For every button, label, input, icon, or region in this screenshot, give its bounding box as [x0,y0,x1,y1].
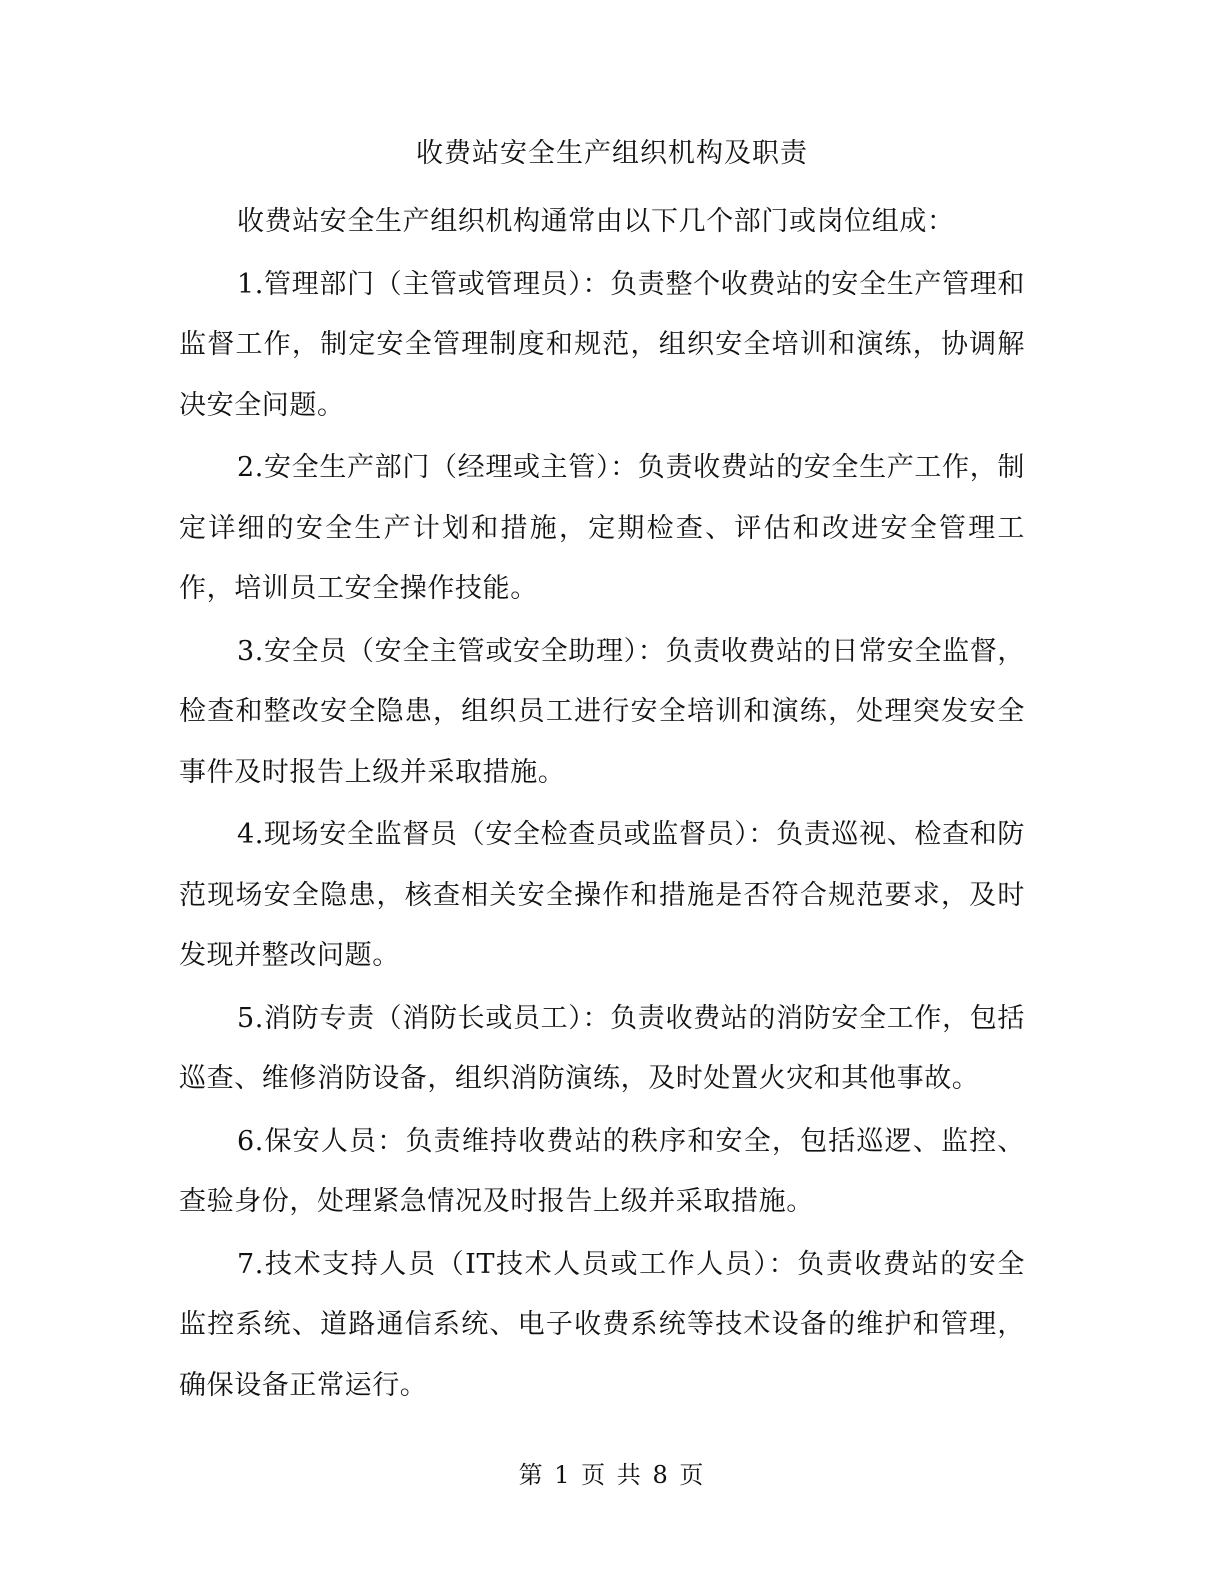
paragraph-safety-production-dept: 2.安全生产部门（经理或主管）：负责收费站的安全生产工作，制定详细的安全生产计划和措施，定期检查、评估和改进安全管理工作，培训员工安全操作技能。 [179,452,1025,604]
paragraph-safety-officer: 3.安全员（安全主管或安全助理）：负责收费站的日常安全监督，检查和整改安全隐患，组织员工进行安全培训和演练，处理突发安全事件及时报告上级并采取措施。 [179,635,1025,788]
document-title: 收费站安全生产组织机构及职责 [416,138,808,169]
paragraph-onsite-supervisor: 4.现场安全监督员（安全检查员或监督员）：负责巡视、检查和防范现场安全隐患，核查相关安全操作和措施是否符合规范要求，及时发现并整改问题。 [179,819,1025,971]
intro-paragraph: 收费站安全生产组织机构通常由以下几个部门或岗位组成： [237,206,955,237]
paragraph-security-staff: 6.保安人员：负责维持收费站的秩序和安全，包括巡逻、监控、查验身份，处理紧急情况及时报告上级并采取措施。 [179,1125,1025,1217]
paragraph-tech-support: 7.技术支持人员（IT技术人员或工作人员）：负责收费站的安全监控系统、道路通信系统、电子收费系统等技术设备的维护和管理，确保设备正常运行。 [179,1248,1025,1401]
paragraph-fire-safety: 5.消防专责（消防长或员工）：负责收费站的消防安全工作，包括巡查、维修消防设备，组织消防演练，及时处置火灾和其他事故。 [179,1002,1025,1094]
page-number-footer: 第 1 页 共 8 页 [518,1461,706,1489]
document-body [179,192,1025,1418]
paragraph-management-dept: 1.管理部门（主管或管理员）：负责整个收费站的安全生产管理和监督工作，制定安全管理制度和规范，组织安全培训和演练，协调解决安全问题。 [179,268,1025,421]
